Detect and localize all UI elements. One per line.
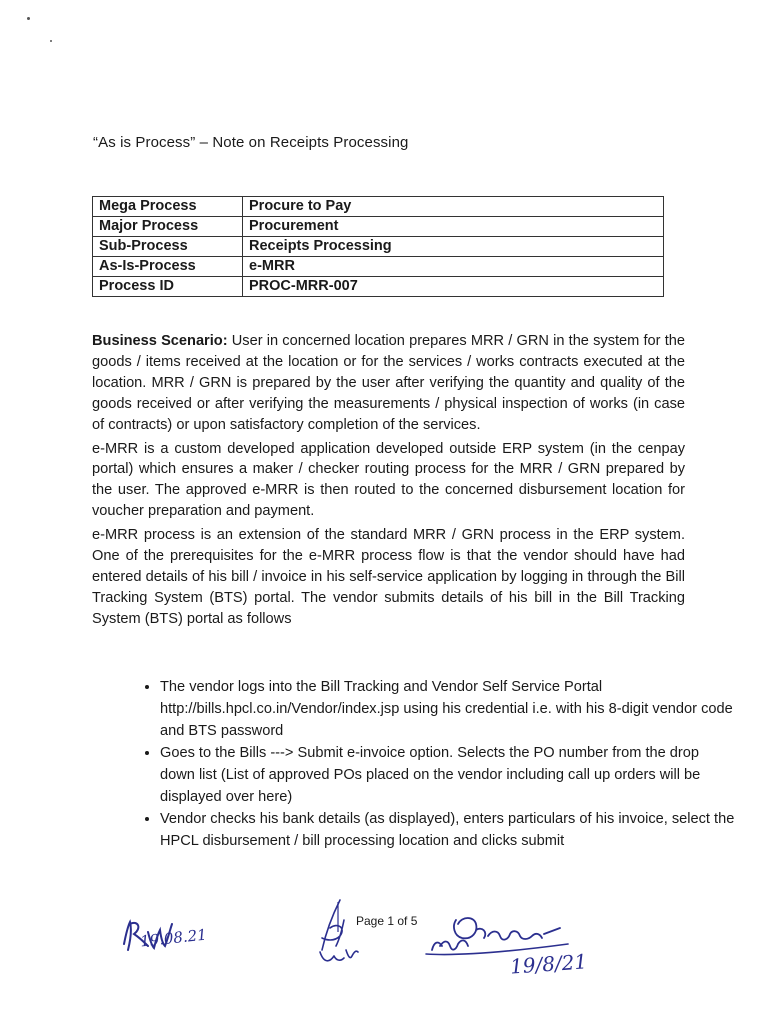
- table-value: PROC-MRR-007: [243, 277, 664, 297]
- table-key: Mega Process: [93, 197, 243, 217]
- table-key: Major Process: [93, 217, 243, 237]
- scan-speck: [50, 40, 52, 42]
- table-key: As-Is-Process: [93, 257, 243, 277]
- table-row: [93, 257, 664, 277]
- table-row: [93, 277, 664, 297]
- business-scenario-paragraph: [92, 331, 685, 436]
- table-key: Process ID: [93, 277, 243, 297]
- table-key: Sub-Process: [93, 237, 243, 257]
- business-scenario-text: User in concerned location prepares MRR / GRN in the system for the goods / items received at the location or for the services / works contracts executed at the location. MRR / GRN is prepared by the user after verifying the quantity and quality of the goods received or after verifying the measurements / physical inspection of works (in case of contracts) or upon satisfactory completion of the services.: [92, 333, 685, 433]
- scan-speck: [27, 17, 30, 20]
- signature-center-initials: [300, 898, 380, 968]
- list-item: • Vendor checks his bank details (as displayed), enters particulars of his invoice, select the HPCL disbursement / bill processing location and clicks submit: [160, 808, 736, 852]
- table-row: [93, 217, 664, 237]
- table-row: [93, 237, 664, 257]
- page-number: Page 1 of 5: [356, 914, 418, 928]
- table-value: e-MRR: [243, 257, 664, 277]
- list-item: • The vendor logs into the Bill Tracking and Vendor Self Service Portal http://bills.hpcl.co.in/Vendor/index.jsp using his credential i.e. with his 8-digit vendor code and BTS password: [160, 676, 736, 742]
- body-text: [92, 331, 685, 633]
- table-value: Procure to Pay: [243, 197, 664, 217]
- signature-left-date: 19.08.21: [139, 925, 208, 951]
- signature-right-date: 19/8/21: [509, 949, 588, 979]
- table-value: Receipts Processing: [243, 237, 664, 257]
- paragraph: e-MRR is a custom developed application developed outside ERP system (in the cenpay portal) which ensures a maker / checker routing process for the MRR / GRN prepared by the user. The approved e-MRR is then routed to the concerned disbursement location for voucher preparation and payment.: [92, 440, 685, 520]
- table-value: Procurement: [243, 217, 664, 237]
- list-item: • Goes to the Bills ---> Submit e-invoice option. Selects the PO number from the drop down list (List of approved POs placed on the vendor including call up orders will be displayed over here): [160, 742, 736, 808]
- process-metadata-table: [92, 196, 664, 297]
- paragraph: e-MRR process is an extension of the standard MRR / GRN process in the ERP system. One of the prerequisites for the e-MRR process flow is that the vendor should have had entered details of his bill / invoice in his self-service application by logging in through the Bill Tracking System (BTS) portal. The vendor submits details of his bill in the Bill Tracking System (BTS) portal as follows: [92, 527, 685, 627]
- table-row: [93, 197, 664, 217]
- document-title: “As is Process” – Note on Receipts Processing: [93, 134, 409, 151]
- business-scenario-label: Business Scenario:: [92, 333, 228, 349]
- bts-steps-list: [112, 676, 736, 852]
